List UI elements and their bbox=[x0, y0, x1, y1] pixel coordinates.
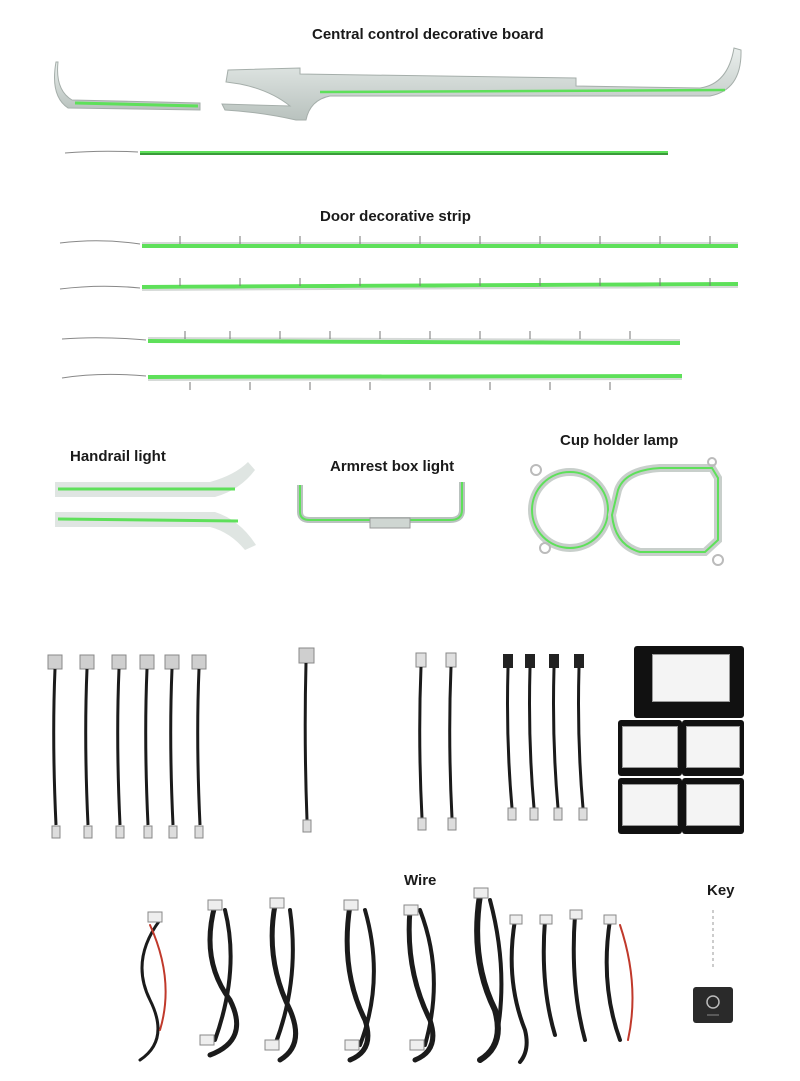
connector-cable bbox=[48, 655, 62, 838]
door-strip bbox=[60, 284, 738, 290]
connector-cable bbox=[80, 655, 94, 838]
key-button-icon bbox=[693, 987, 733, 1023]
connector-cable-single bbox=[299, 648, 314, 832]
controller-sticker bbox=[622, 784, 678, 826]
door-strip bbox=[62, 338, 680, 343]
cup-holder-lamp-label: Cup holder lamp bbox=[560, 432, 679, 449]
controller-sticker bbox=[622, 726, 678, 768]
key-fob bbox=[693, 987, 733, 1023]
connector-cables-pair bbox=[416, 653, 456, 830]
central-board-label: Central control decorative board bbox=[312, 26, 544, 43]
connector-cables-set-2 bbox=[503, 654, 587, 820]
handrail-light bbox=[55, 462, 256, 550]
armrest-box-light bbox=[300, 482, 462, 528]
controller-sticker bbox=[686, 784, 740, 826]
controller-sticker-main bbox=[652, 654, 730, 702]
central-board bbox=[55, 48, 742, 153]
wire-label: Wire bbox=[404, 872, 437, 889]
door-strip bbox=[62, 374, 682, 380]
armrest-box-light-label: Armrest box light bbox=[330, 458, 455, 475]
door-strip-label: Door decorative strip bbox=[320, 208, 471, 225]
connector-cable bbox=[192, 655, 206, 838]
door-strips bbox=[60, 236, 738, 390]
connector-cable bbox=[112, 655, 126, 838]
connector-cable bbox=[165, 655, 179, 838]
key-label: Key bbox=[707, 882, 735, 899]
connector-cable bbox=[140, 655, 154, 838]
door-strip bbox=[60, 241, 738, 246]
handrail-light-label: Handrail light bbox=[70, 448, 166, 465]
strip-clips bbox=[180, 236, 710, 390]
controller-sticker bbox=[686, 726, 740, 768]
connector-cables-set-1 bbox=[48, 655, 206, 838]
cup-holder-lamp bbox=[531, 458, 723, 565]
